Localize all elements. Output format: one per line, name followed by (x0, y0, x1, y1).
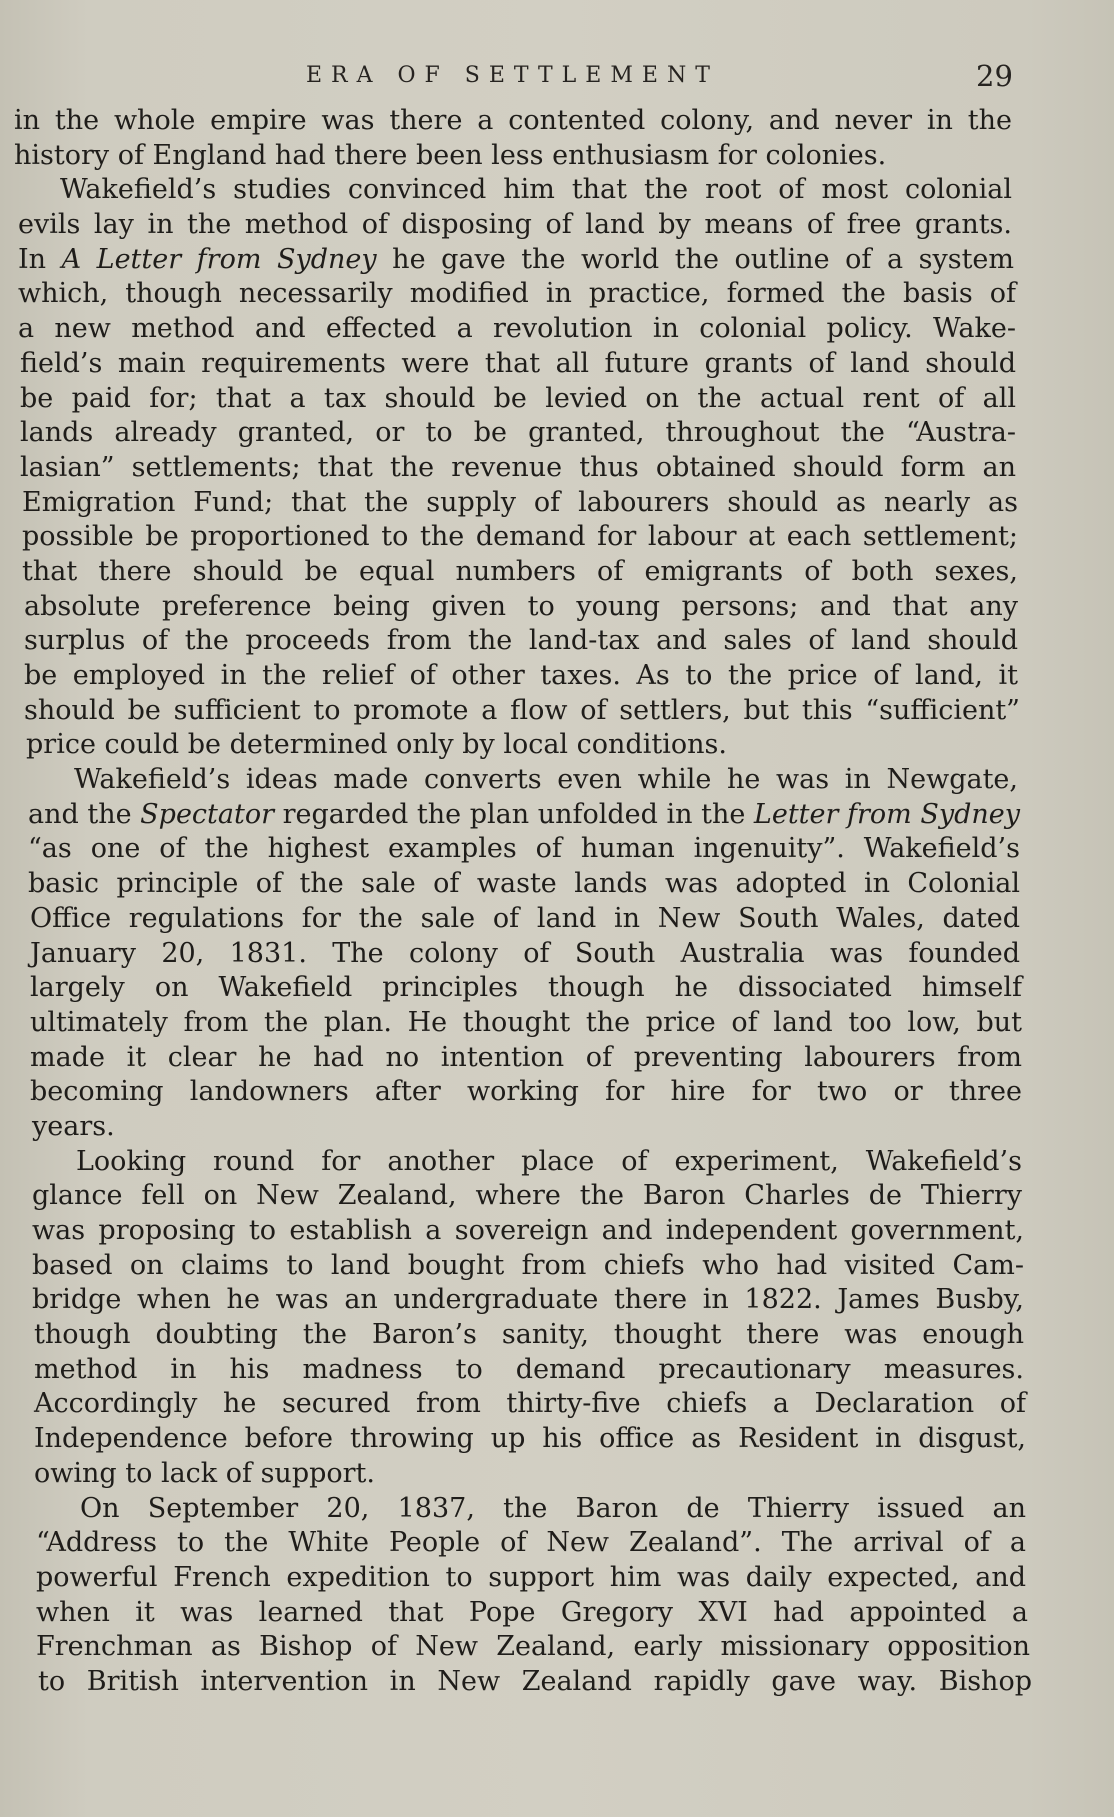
text-line: that there should be equal numbers of emigrants of both sexes, (22, 555, 1018, 587)
text-line: powerful French expedition to support him was daily expected, and (36, 1561, 1026, 1593)
text-line: bridge when he was an undergraduate there in 1822. James Busby, (32, 1284, 1024, 1316)
text-line: possible be proportioned to the demand for labour at each settlement; (22, 521, 1018, 553)
running-head: ERA OF SETTLEMENT (306, 63, 719, 88)
body-text (14, 104, 1032, 1700)
text-line: based on claims to land bought from chiefs who had visited Cam- (32, 1249, 1024, 1281)
text-line: years. (32, 1110, 115, 1142)
text-segment: and the (28, 798, 141, 830)
page-header (0, 56, 1114, 96)
text-line: owing to lack of support. (34, 1457, 375, 1489)
text-line (28, 798, 1020, 833)
text-line: lands already granted, or to be granted, throughout the “Austra- (20, 417, 1016, 449)
text-line: “Address to the White People of New Zealand”. The arrival of a (36, 1527, 1026, 1559)
text-line: basic principle of the sale of waste lands was adopted in Colonial (28, 868, 1020, 900)
text-line: was proposing to establish a sovereign and independent government, (32, 1215, 1024, 1246)
text-line: becoming landowners after working for hire for two or three (30, 1076, 1022, 1108)
text-line: field’s main requirements were that all future grants of land should (20, 347, 1016, 379)
text-line: be paid for; that a tax should be levied on the actual rent of all (20, 382, 1016, 414)
text-line: when it was learned that Pope Gregory XVI had appointed a (36, 1596, 1028, 1628)
text-line: January 20, 1831. The colony of South Australia was founded (30, 937, 1020, 969)
text-line: lasian” settlements; that the revenue thus obtained should form an (20, 451, 1016, 483)
text-line: Wakefield’s studies convinced him that the root of most colonial (60, 174, 1012, 206)
text-line: method in his madness to demand precautionary measures. (34, 1353, 1024, 1385)
text-line: Office regulations for the sale of land in New South Wales, dated (30, 902, 1020, 934)
text-line: which, though necessarily modified in practice, formed the basis of (18, 278, 1016, 310)
text-line: Independence before throwing up his office as Resident in disgust, (34, 1423, 1026, 1455)
text-line: in the whole empire was there a contented colony, and never in the (14, 105, 1012, 136)
text-line: On September 20, 1837, the Baron de Thierry issued an (80, 1492, 1026, 1524)
text-segment: In (18, 243, 62, 275)
text-line: Accordingly he secured from thirty-five chiefs a Declaration of (34, 1388, 1026, 1420)
text-line: evils lay in the method of disposing of land by means of free grants. (18, 209, 1012, 241)
text-line: “as one of the highest examples of human ingenuity”. Wakefield’s (28, 833, 1020, 865)
page-number: 29 (976, 59, 1013, 93)
text-line: made it clear he had no intention of preventing labourers from (30, 1041, 1022, 1073)
text-line: absolute preference being given to young persons; and that any (24, 590, 1018, 622)
text-line: surplus of the proceeds from the land-tax and sales of land should (24, 625, 1018, 657)
text-line: glance fell on New Zealand, where the Baron Charles de Thierry (32, 1180, 1022, 1212)
text-line: largely on Wakefield principles though he dissociated himself (30, 972, 1022, 1004)
italic-title: A Letter from Sydney (61, 243, 377, 275)
text-segment: regarded the plan unfolded in the (274, 798, 754, 830)
italic-title: Spectator (140, 798, 275, 830)
text-line: Frenchman as Bishop of New Zealand, early missionary opposition (36, 1631, 1030, 1663)
text-line: to British intervention in New Zealand rapidly gave way. Bishop (38, 1665, 1032, 1697)
text-line: Wakefield’s ideas made converts even while he was in Newgate, (74, 764, 1018, 796)
text-line: a new method and effected a revolution in colonial policy. Wake- (18, 313, 1016, 345)
text-line: Looking round for another place of experiment, Wakefield’s (76, 1145, 1022, 1177)
text-line: should be sufficient to promote a flow of settlers, but this “sufficient” (24, 694, 1020, 726)
text-line: history of England had there been less enthusiasm for colonies. (14, 139, 887, 171)
text-line: ultimately from the plan. He thought the price of land too low, but (30, 1006, 1022, 1038)
text-line: price could be determined only by local conditions. (26, 729, 727, 761)
italic-title: Letter from Sydney (753, 798, 1021, 830)
text-line (18, 243, 1014, 278)
text-line: Emigration Fund; that the supply of labourers should as nearly as (22, 486, 1018, 518)
text-line: be employed in the relief of other taxes. As to the price of land, it (24, 660, 1018, 691)
text-segment: he gave the world the outline of a system (376, 243, 1014, 275)
text-line: though doubting the Baron’s sanity, thought there was enough (34, 1319, 1024, 1351)
